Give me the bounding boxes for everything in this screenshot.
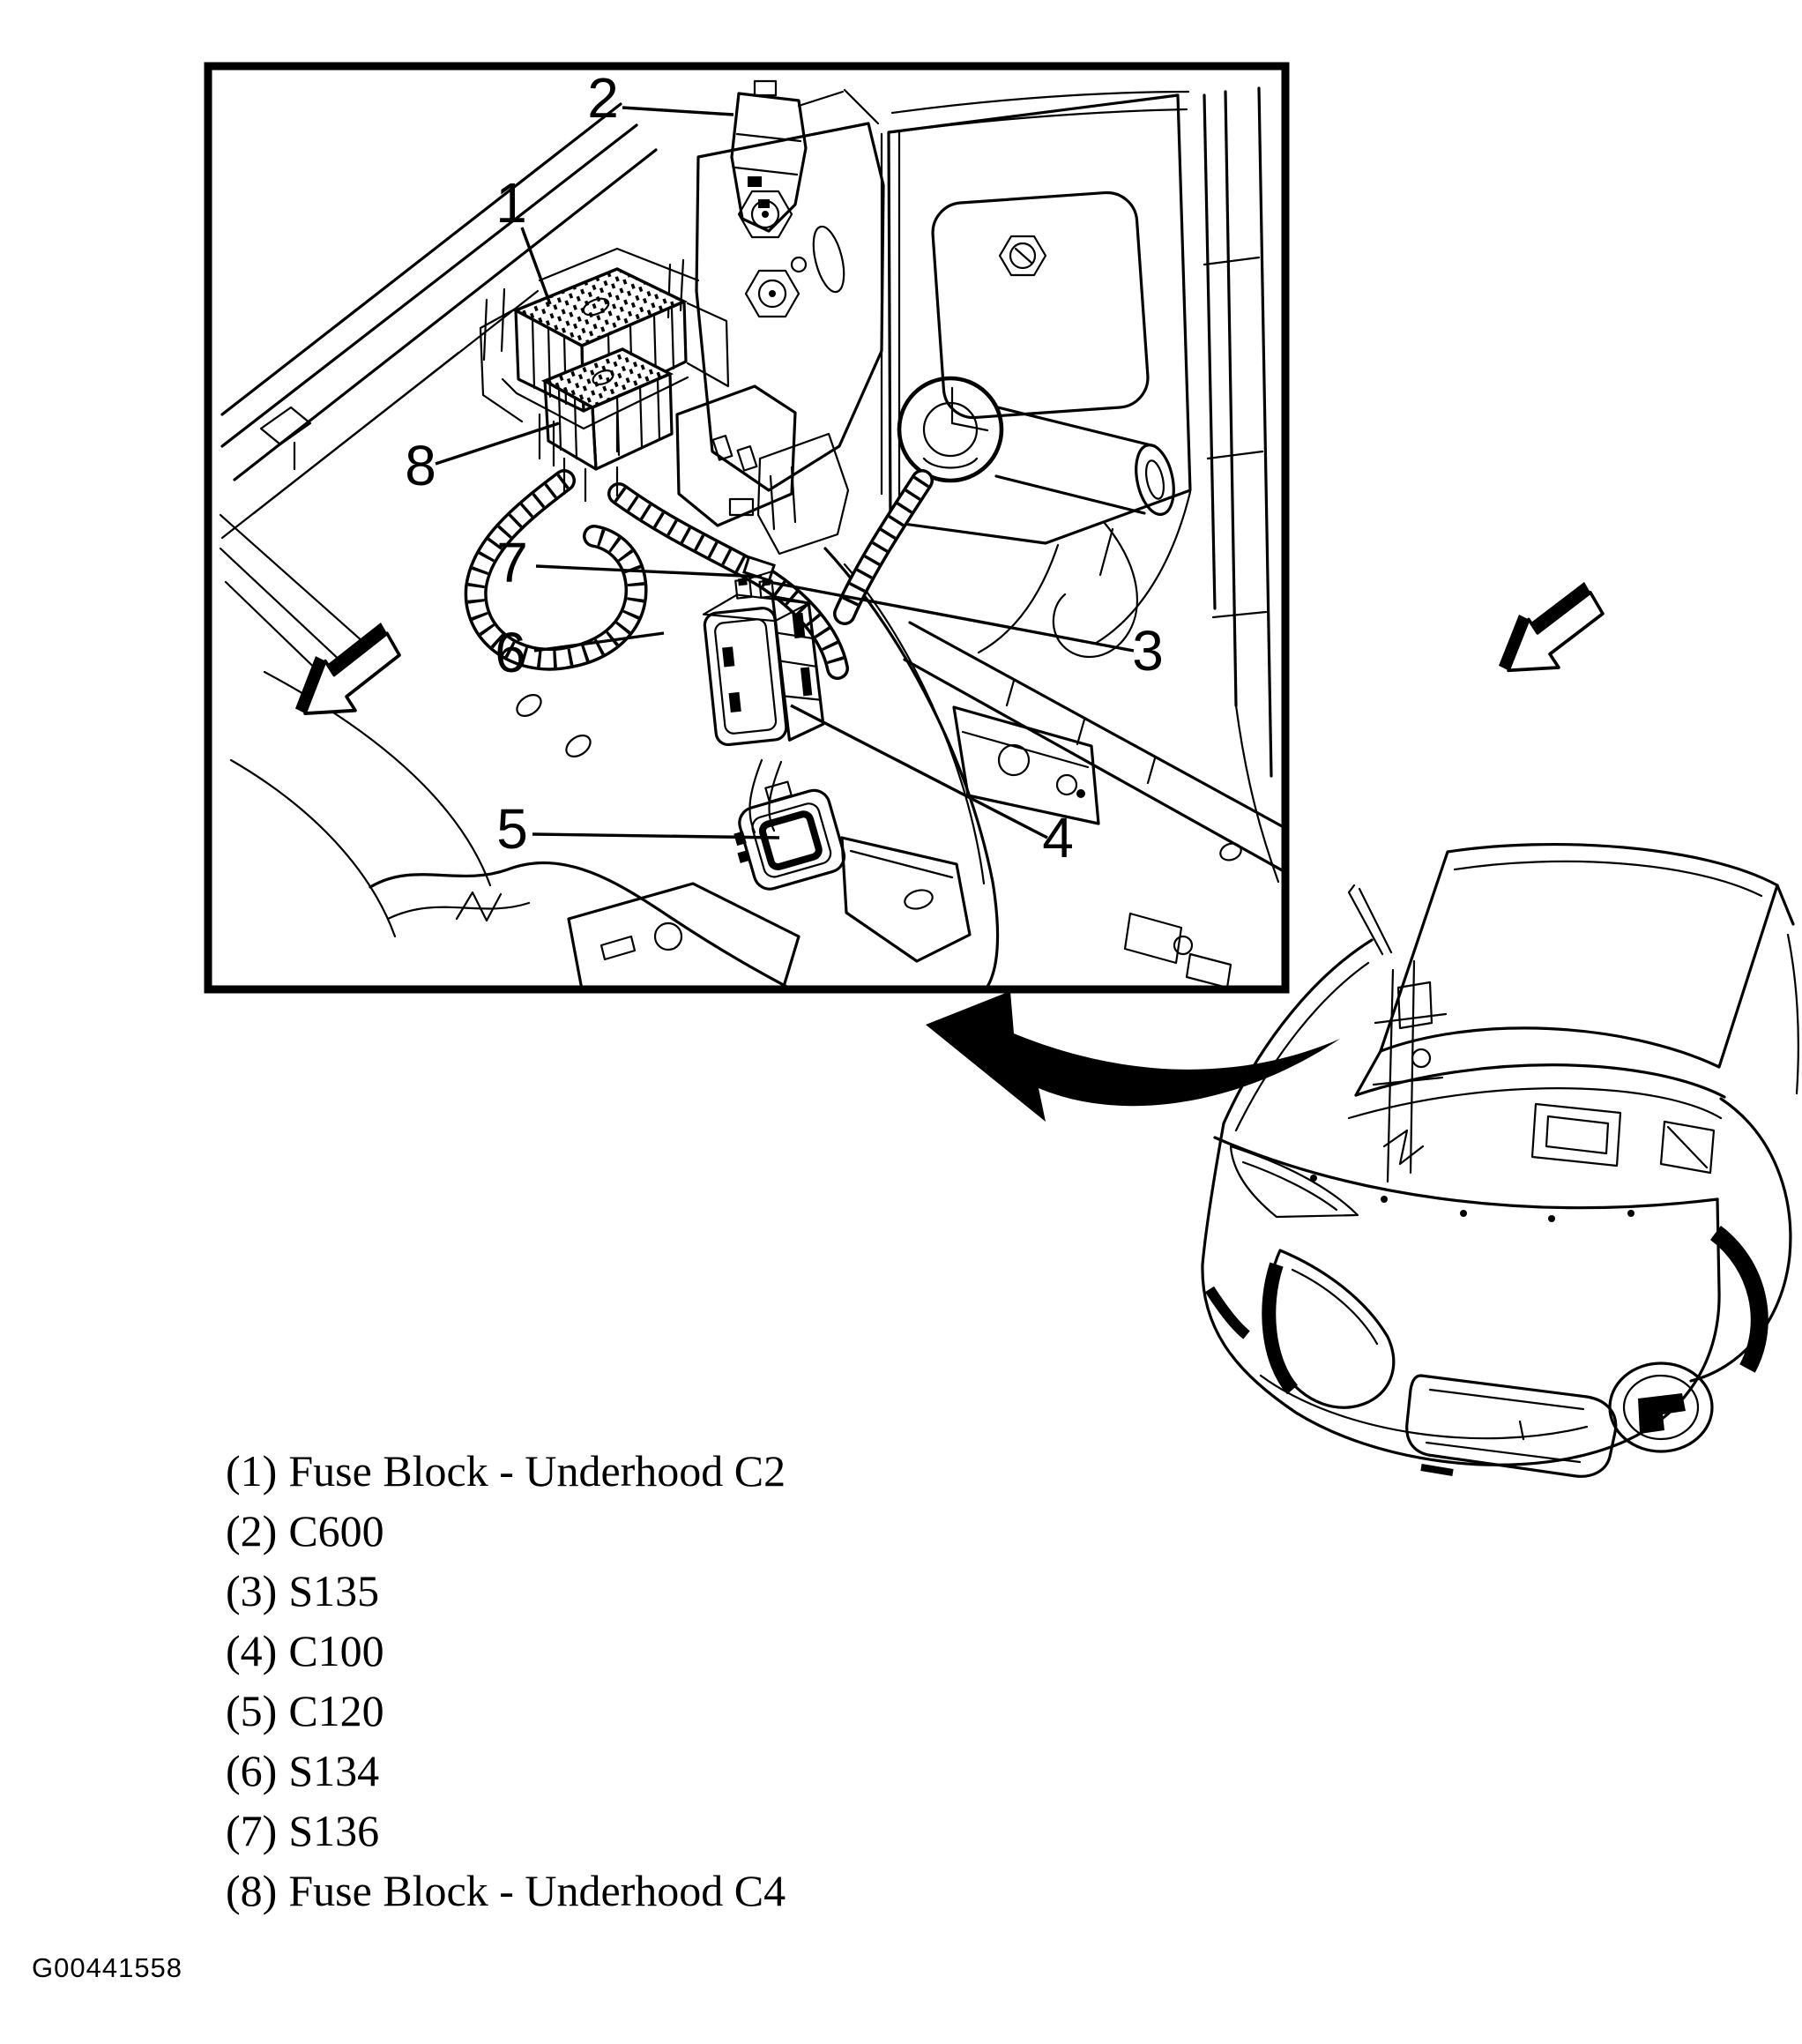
legend-label: S136 xyxy=(288,1806,380,1855)
legend-num: (8) xyxy=(226,1866,278,1915)
legend-num: (5) xyxy=(226,1686,278,1735)
legend-label: S134 xyxy=(288,1746,380,1795)
legend-label: Fuse Block - Underhood C4 xyxy=(288,1866,786,1915)
callout-1: 1 xyxy=(495,171,527,235)
legend-label: C100 xyxy=(288,1626,384,1675)
legend-item-5 xyxy=(226,1681,786,1741)
vehicle-front-drawing xyxy=(1203,845,1798,1477)
zoom-curved-arrow-icon xyxy=(926,991,1340,1122)
legend-item-8 xyxy=(226,1861,786,1921)
legend-num: (4) xyxy=(226,1626,278,1675)
callout-8: 8 xyxy=(405,434,436,497)
legend-num: (7) xyxy=(226,1806,278,1855)
callout-4: 4 xyxy=(1042,806,1074,869)
callout-3: 3 xyxy=(1132,619,1164,683)
legend-item-2 xyxy=(226,1501,786,1561)
legend-num: (3) xyxy=(226,1566,278,1615)
legend-num: (1) xyxy=(226,1446,278,1496)
legend-label: Fuse Block - Underhood C2 xyxy=(288,1446,786,1496)
legend-item-1 xyxy=(226,1441,786,1501)
legend-item-7 xyxy=(226,1801,786,1861)
figure-code: G00441558 xyxy=(32,1952,183,1983)
legend-item-3 xyxy=(226,1561,786,1621)
view-direction-arrow-right-icon xyxy=(1499,582,1603,670)
legend-num: (6) xyxy=(226,1746,278,1795)
legend-item-4 xyxy=(226,1621,786,1681)
legend-num: (2) xyxy=(226,1506,278,1555)
legend-label: S135 xyxy=(288,1566,380,1615)
callout-2: 2 xyxy=(587,66,619,130)
callout-7: 7 xyxy=(496,531,528,594)
callout-5: 5 xyxy=(496,797,528,861)
legend-label: C600 xyxy=(288,1506,384,1555)
legend xyxy=(226,1441,786,1921)
legend-label: C120 xyxy=(288,1686,384,1735)
legend-item-6 xyxy=(226,1741,786,1801)
callout-6: 6 xyxy=(495,621,526,684)
